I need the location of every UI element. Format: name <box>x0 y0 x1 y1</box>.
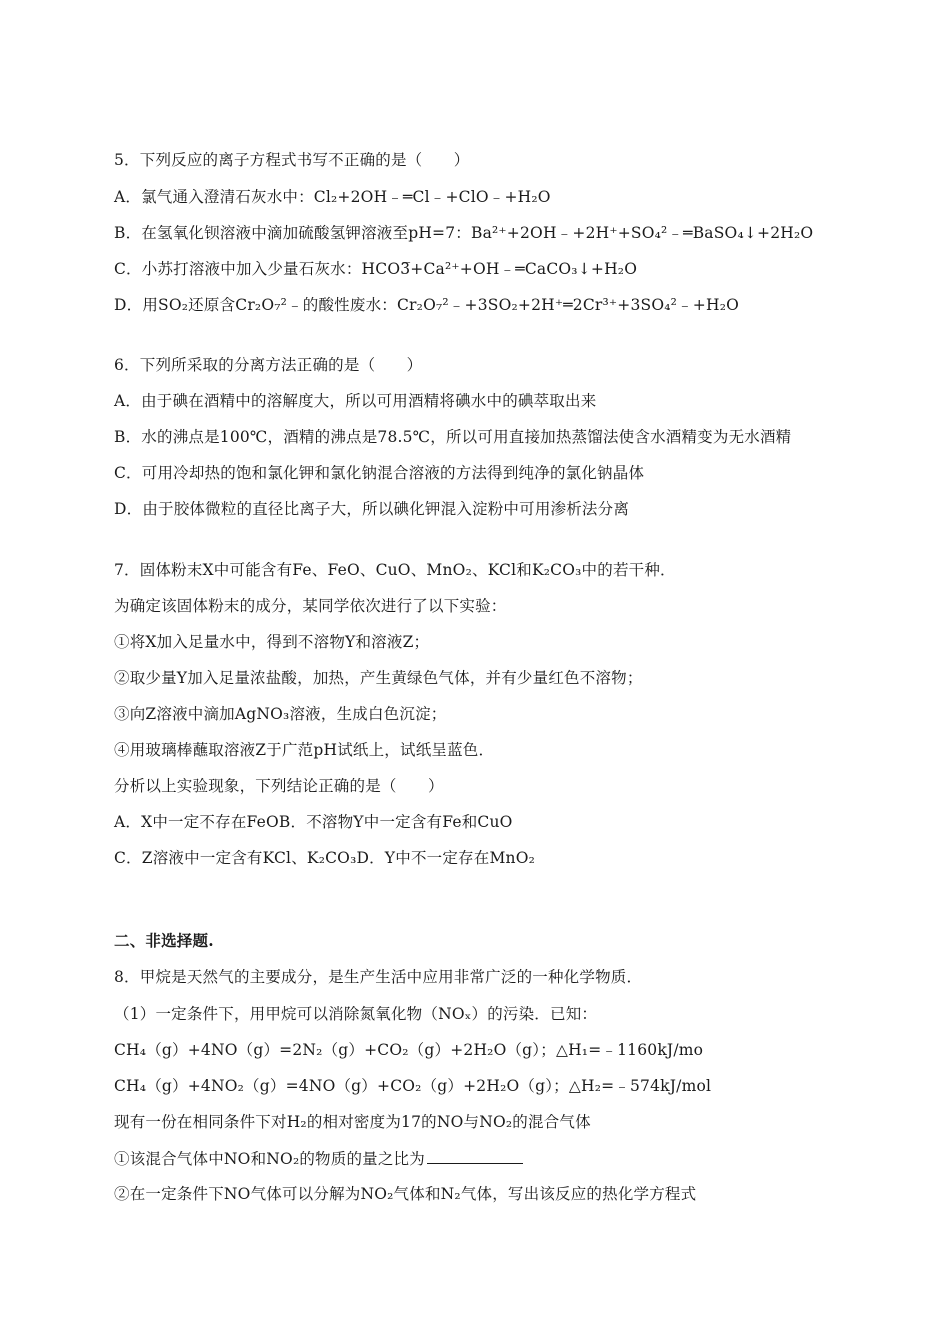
q7-intro: 为确定该固体粉末的成分，某同学依次进行了以下实验： <box>114 597 507 615</box>
q6-option-a: A．由于碘在酒精中的溶解度大，所以可用酒精将碘水中的碘萃取出来 <box>114 392 597 410</box>
q6-stem: 6．下列所采取的分离方法正确的是（ ） <box>114 356 423 374</box>
q7-step-3: ③向Z溶液中滴加AgNO₃溶液，生成白色沉淀； <box>114 705 447 723</box>
q8-equation-2: CH₄（g）+4NO₂（g）=4NO（g）+CO₂（g）+2H₂O（g）；△H₂=﹣574kJ/mol <box>114 1077 712 1095</box>
q5-option-d: D．用SO₂还原含Cr₂O₇²﹣的酸性废水：Cr₂O₇²﹣+3SO₂+2H⁺═2Cr³⁺+3SO₄²﹣+H₂O <box>114 296 740 314</box>
q8-equation-1: CH₄（g）+4NO（g）=2N₂（g）+CO₂（g）+2H₂O（g）；△H₁=﹣1160kJ/mo <box>114 1041 704 1059</box>
q8-part-1: （1）一定条件下，用甲烷可以消除氮氧化物（NOₓ）的污染．已知： <box>114 1005 598 1023</box>
q8-sub-1-text: ①该混合气体中NO和NO₂的物质的量之比为 <box>114 1150 425 1168</box>
section-2-heading: 二、非选择题. <box>114 931 214 950</box>
q5-stem: 5．下列反应的离子方程式书写不正确的是（ ） <box>114 151 470 169</box>
q6-option-b: B．水的沸点是100℃，酒精的沸点是78.5℃，所以可用直接加热蒸馏法使含水酒精变为无水酒精 <box>114 428 792 446</box>
q7-options-ab: A．X中一定不存在FeOB．不溶物Y中一定含有Fe和CuO <box>114 813 513 831</box>
q7-question: 分析以上实验现象，下列结论正确的是（ ） <box>114 777 444 795</box>
q5-option-b: B．在氢氧化钡溶液中滴加硫酸氢钾溶液至pH=7：Ba²⁺+2OH﹣+2H⁺+SO₄²﹣═BaSO₄↓+2H₂O <box>114 224 814 242</box>
q6-option-c: C．可用冷却热的饱和氯化钾和氯化钠混合溶液的方法得到纯净的氯化钠晶体 <box>114 464 645 482</box>
q7-options-cd: C．Z溶液中一定含有KCl、K₂CO₃D．Y中不一定存在MnO₂ <box>114 849 536 867</box>
q7-step-2: ②取少量Y加入足量浓盐酸，加热，产生黄绿色气体，并有少量红色不溶物； <box>114 669 643 687</box>
q5-option-c: C．小苏打溶液中加入少量石灰水：HCO3̅+Ca²⁺+OH﹣═CaCO₃↓+H₂O <box>114 260 638 278</box>
q8-stem: 8．甲烷是天然气的主要成分，是生产生活中应用非常广泛的一种化学物质． <box>114 968 643 986</box>
q8-sub-1 <box>114 1148 523 1169</box>
q7-stem: 7．固体粉末X中可能含有Fe、FeO、CuO、MnO₂、KCl和K₂CO₃中的若干种． <box>114 561 676 579</box>
q8-sub-2: ②在一定条件下NO气体可以分解为NO₂气体和N₂气体，写出该反应的热化学方程式 <box>114 1185 697 1203</box>
q7-step-1: ①将X加入足量水中，得到不溶物Y和溶液Z； <box>114 633 430 651</box>
q8-mixture: 现有一份在相同条件下对H₂的相对密度为17的NO与NO₂的混合气体 <box>114 1113 591 1131</box>
q7-step-4: ④用玻璃棒蘸取溶液Z于广范pH试纸上，试纸呈蓝色． <box>114 741 495 759</box>
q6-option-d: D．由于胶体微粒的直径比离子大，所以碘化钾混入淀粉中可用渗析法分离 <box>114 500 630 518</box>
q5-option-a: A．氯气通入澄清石灰水中：Cl₂+2OH﹣═Cl﹣+ClO﹣+H₂O <box>114 188 551 206</box>
answer-blank[interactable] <box>427 1148 523 1164</box>
